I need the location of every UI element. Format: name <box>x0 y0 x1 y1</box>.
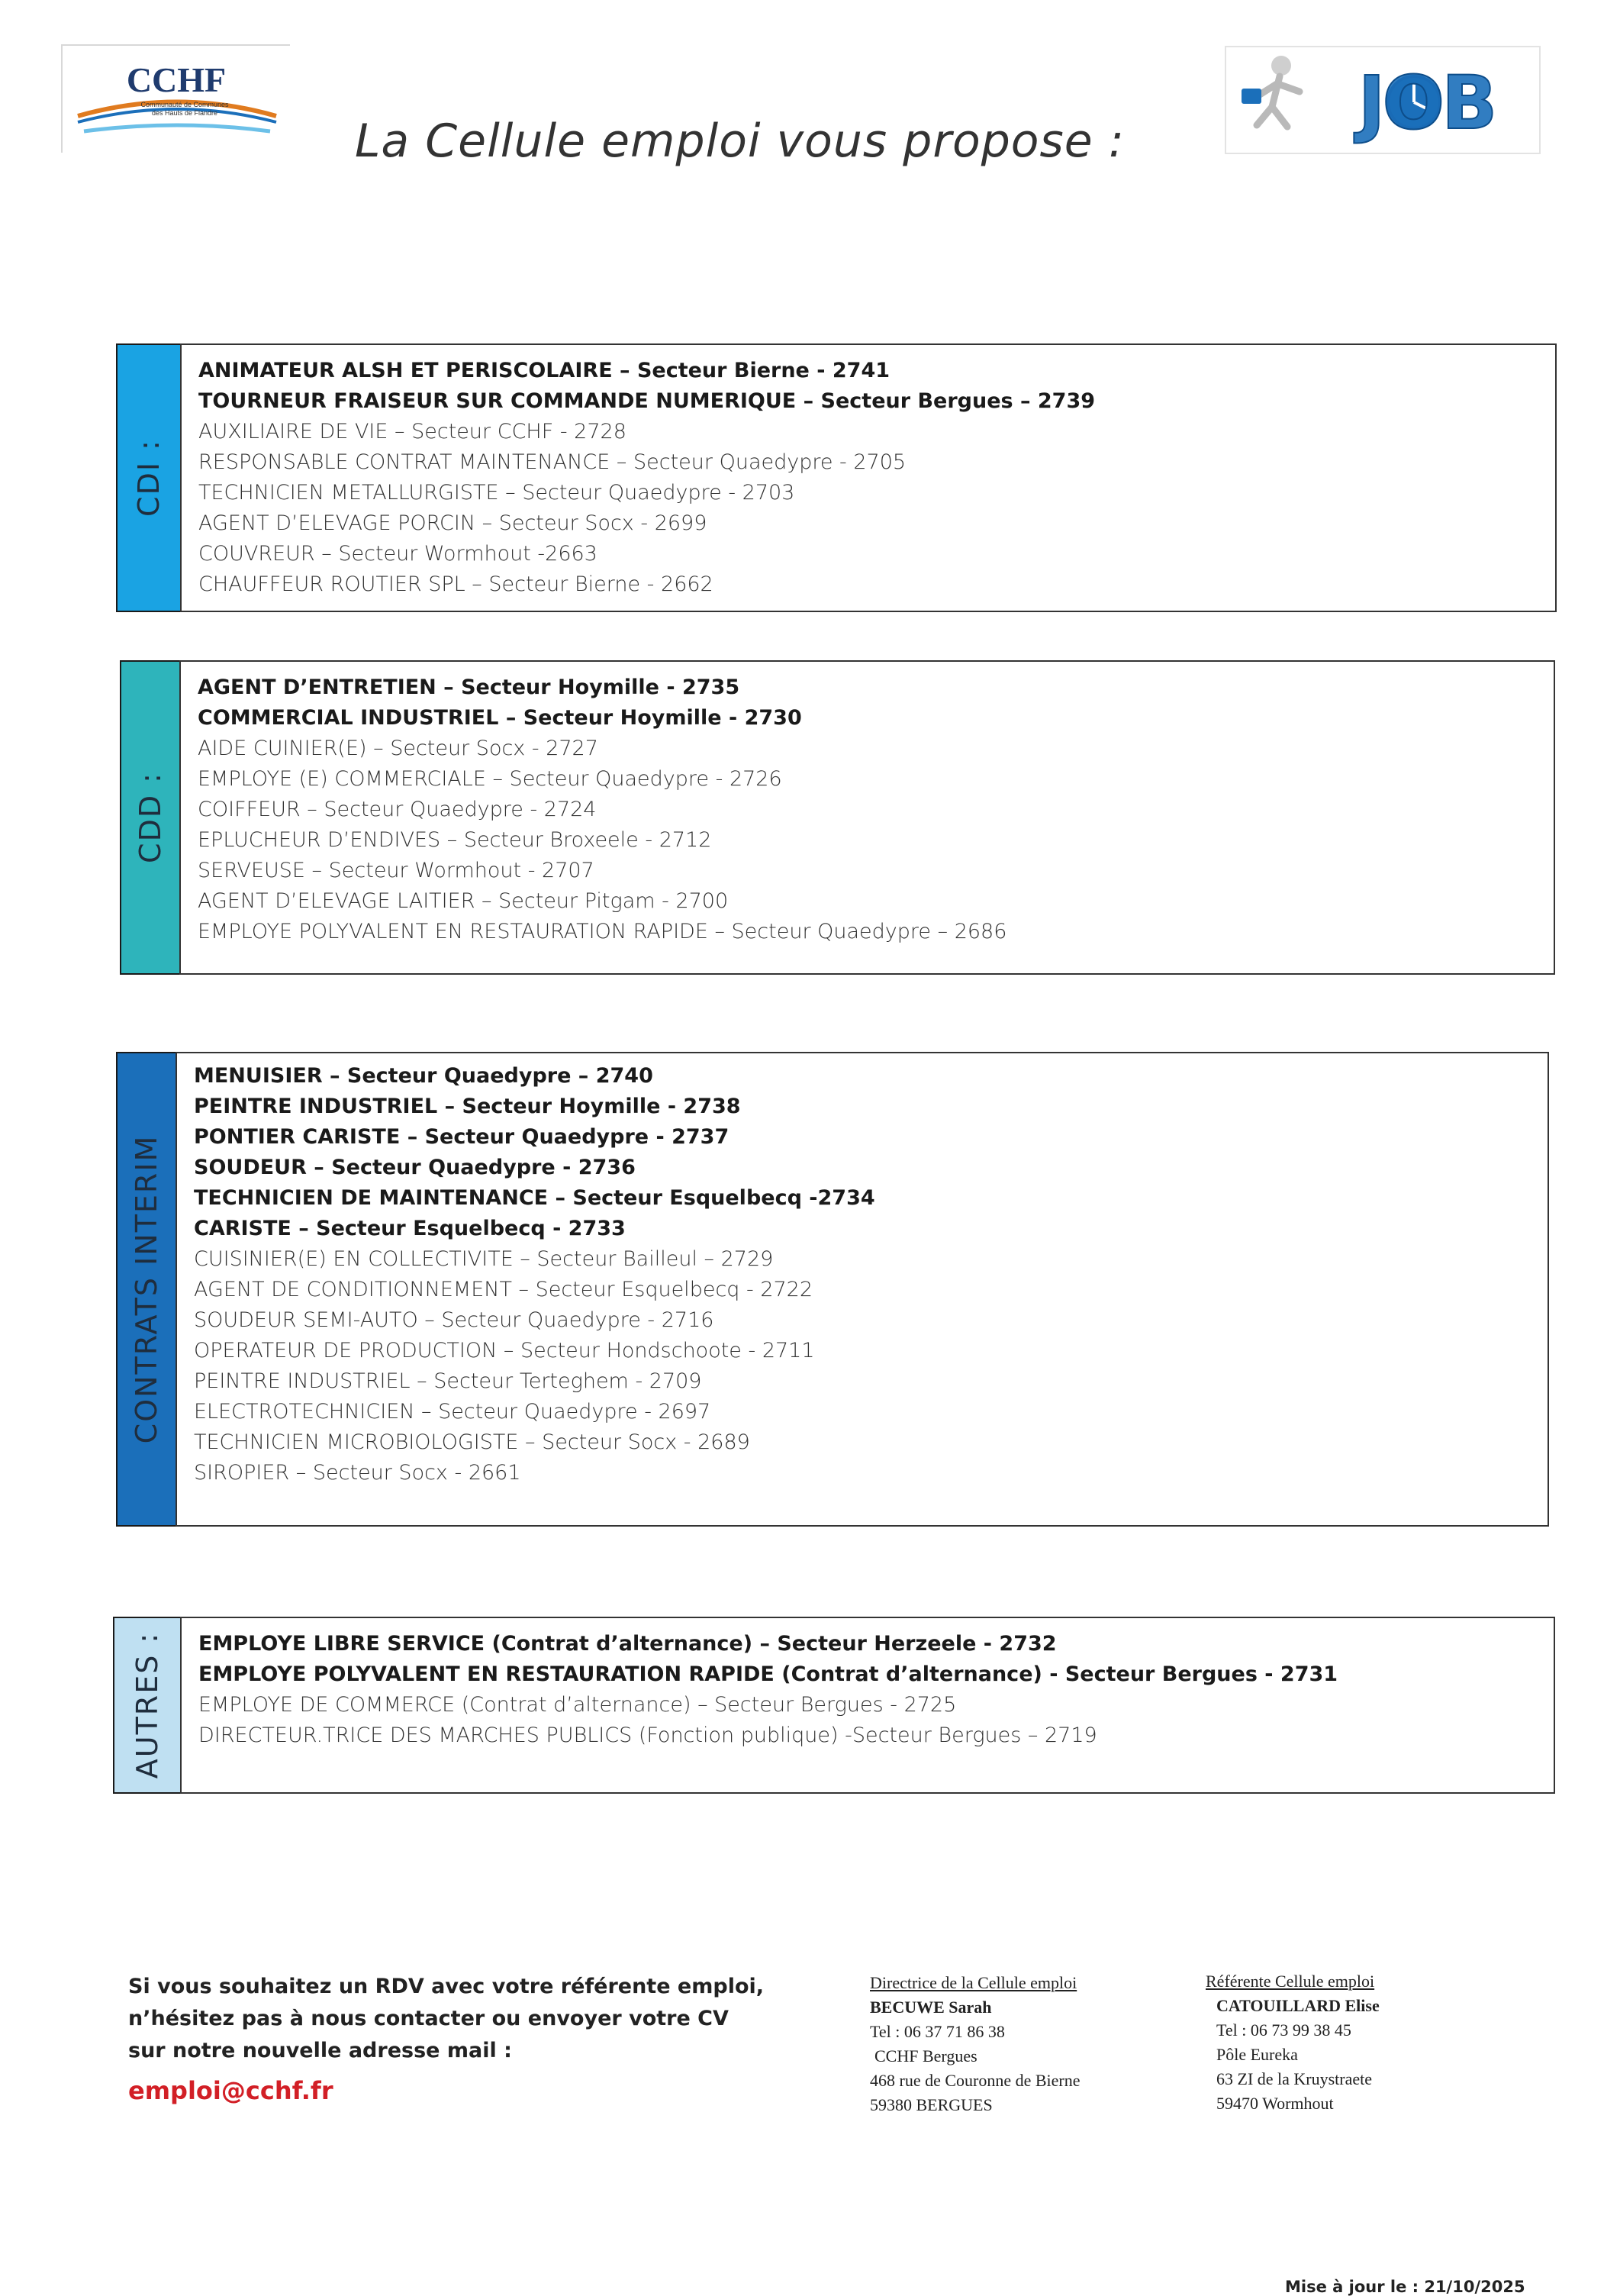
offer-item: COIFFEUR – Secteur Quaedypre - 2724 <box>198 798 597 821</box>
referente-org: Pôle Eureka <box>1216 2045 1298 2064</box>
offer-item: AIDE CUINIER(E) – Secteur Socx - 2727 <box>198 737 598 760</box>
section-interim <box>116 1052 1549 1527</box>
directrice-phone: Tel : 06 37 71 86 38 <box>870 2022 1005 2041</box>
section-cdd-label: CDD : <box>134 772 167 863</box>
directrice-street: 468 rue de Couronne de Bierne <box>870 2071 1081 2090</box>
update-date: Mise à jour le : 21/10/2025 <box>1285 2278 1525 2296</box>
offer-item: CHAUFFEUR ROUTIER SPL – Secteur Bierne - 2662 <box>198 572 713 596</box>
directrice-contact-block <box>870 1971 1081 2117</box>
offer-item: EMPLOYE DE COMMERCE (Contrat d’alternance) – Secteur Bergues - 2725 <box>198 1693 957 1717</box>
section-interim-side-tab <box>116 1052 177 1527</box>
section-autres <box>113 1617 1555 1794</box>
offer-item: OPERATEUR DE PRODUCTION – Secteur Hondschoote - 2711 <box>194 1339 815 1362</box>
section-cdi-side-tab <box>116 343 182 612</box>
cchf-logo-graphic <box>63 46 290 153</box>
referente-contact-block <box>1206 1969 1380 2116</box>
section-interim-offer-list <box>176 1052 1549 1527</box>
section-autres-offer-list <box>180 1617 1555 1794</box>
cchf-logo-text: CCHF <box>126 60 227 99</box>
offer-item: AUXILIAIRE DE VIE – Secteur CCHF - 2728 <box>198 420 626 443</box>
offer-item: PEINTRE INDUSTRIEL – Secteur Hoymille - 2738 <box>194 1095 741 1118</box>
contact-note-line: sur notre nouvelle adresse mail : <box>128 2039 512 2062</box>
offer-item: SOUDEUR SEMI-AUTO – Secteur Quaedypre - 2716 <box>194 1308 714 1332</box>
section-cdd <box>120 660 1555 975</box>
cchf-logo <box>61 44 290 153</box>
offer-item: COUVREUR – Secteur Wormhout -2663 <box>198 542 597 566</box>
section-cdd-side-tab <box>120 660 181 975</box>
contact-email-link[interactable]: emploi@cchf.fr <box>128 2076 333 2105</box>
contact-note-line: n’hésitez pas à nous contacter ou envoyer votre CV <box>128 2007 729 2030</box>
contact-note <box>128 1971 777 2067</box>
page-title: La Cellule emploi vous propose : <box>355 114 1125 168</box>
referente-heading: Référente Cellule emploi <box>1206 1972 1375 1991</box>
offer-item: EPLUCHEUR D’ENDIVES – Secteur Broxeele - 2712 <box>198 828 712 852</box>
referente-phone: Tel : 06 73 99 38 45 <box>1216 2020 1351 2040</box>
offer-item: SERVEUSE – Secteur Wormhout - 2707 <box>198 859 594 882</box>
offer-item: AGENT DE CONDITIONNEMENT – Secteur Esquelbecq - 2722 <box>194 1278 813 1301</box>
offer-item: AGENT D’ELEVAGE PORCIN – Secteur Socx - 2699 <box>198 511 707 535</box>
offer-item: SOUDEUR – Secteur Quaedypre - 2736 <box>194 1156 636 1179</box>
offer-item: TECHNICIEN MICROBIOLOGISTE – Secteur Socx - 2689 <box>194 1430 750 1454</box>
referente-name: CATOUILLARD Elise <box>1216 1996 1380 2015</box>
section-autres-label: AUTRES : <box>130 1631 164 1779</box>
offer-item: PEINTRE INDUSTRIEL – Secteur Terteghem - 2709 <box>194 1369 702 1393</box>
referente-street: 63 ZI de la Kruystraete <box>1216 2069 1373 2088</box>
offer-item: TECHNICIEN METALLURGISTE – Secteur Quaedypre - 2703 <box>198 481 795 505</box>
section-interim-label: CONTRATS INTERIM <box>130 1134 163 1444</box>
offer-item: DIRECTEUR.TRICE DES MARCHES PUBLICS (Fonction publique) -Secteur Bergues – 2719 <box>198 1724 1097 1747</box>
offer-item: EMPLOYE (E) COMMERCIALE – Secteur Quaedypre - 2726 <box>198 767 782 791</box>
offer-item: SIROPIER – Secteur Socx - 2661 <box>194 1461 521 1485</box>
offer-item: ANIMATEUR ALSH ET PERISCOLAIRE – Secteur Bierne - 2741 <box>198 359 891 382</box>
section-cdi <box>116 343 1557 612</box>
offer-item: CARISTE – Secteur Esquelbecq - 2733 <box>194 1217 626 1240</box>
offer-item: EMPLOYE LIBRE SERVICE (Contrat d’alternance) – Secteur Herzeele - 2732 <box>198 1632 1057 1656</box>
offer-item: ELECTROTECHNICIEN – Secteur Quaedypre - 2697 <box>194 1400 711 1424</box>
offer-item: AGENT D’ENTRETIEN – Secteur Hoymille - 2735 <box>198 676 740 699</box>
offer-item: EMPLOYE POLYVALENT EN RESTAURATION RAPIDE (Contrat d’alternance) - Secteur Bergues - 2731 <box>198 1662 1338 1686</box>
section-cdi-offer-list <box>180 343 1557 612</box>
directrice-name: BECUWE Sarah <box>870 1998 992 2017</box>
offer-item: AGENT D’ELEVAGE LAITIER – Secteur Pitgam - 2700 <box>198 889 729 913</box>
section-cdd-offer-list <box>179 660 1555 975</box>
section-autres-side-tab <box>113 1617 182 1794</box>
cchf-logo-subtitle-1: Communauté de Communes <box>140 101 229 108</box>
offer-item: TOURNEUR FRAISEUR SUR COMMANDE NUMERIQUE – Secteur Bergues – 2739 <box>198 389 1096 413</box>
contact-note-line: Si vous souhaitez un RDV avec votre référente emploi, <box>128 1975 765 1998</box>
offer-item: PONTIER CARISTE – Secteur Quaedypre - 2737 <box>194 1125 729 1149</box>
referente-city: 59470 Wormhout <box>1216 2094 1334 2113</box>
offer-item: EMPLOYE POLYVALENT EN RESTAURATION RAPIDE – Secteur Quaedypre – 2686 <box>198 920 1007 943</box>
directrice-org: CCHF Bergues <box>874 2046 977 2065</box>
offer-item: TECHNICIEN DE MAINTENANCE – Secteur Esquelbecq -2734 <box>194 1186 875 1210</box>
job-logo-text: JOB <box>1358 60 1495 146</box>
offer-item: RESPONSABLE CONTRAT MAINTENANCE – Secteur Quaedypre - 2705 <box>198 450 907 474</box>
offer-item: COMMERCIAL INDUSTRIEL – Secteur Hoymille - 2730 <box>198 706 802 730</box>
section-cdi-label: CDI : <box>132 439 166 517</box>
directrice-heading: Directrice de la Cellule emploi <box>870 1973 1077 1992</box>
directrice-city: 59380 BERGUES <box>870 2095 993 2114</box>
offer-item: CUISINIER(E) EN COLLECTIVITE – Secteur Bailleul – 2729 <box>194 1247 774 1271</box>
offer-item: MENUISIER – Secteur Quaedypre – 2740 <box>194 1064 653 1088</box>
cchf-logo-subtitle-2: des Hauts de Flandre <box>151 109 218 117</box>
